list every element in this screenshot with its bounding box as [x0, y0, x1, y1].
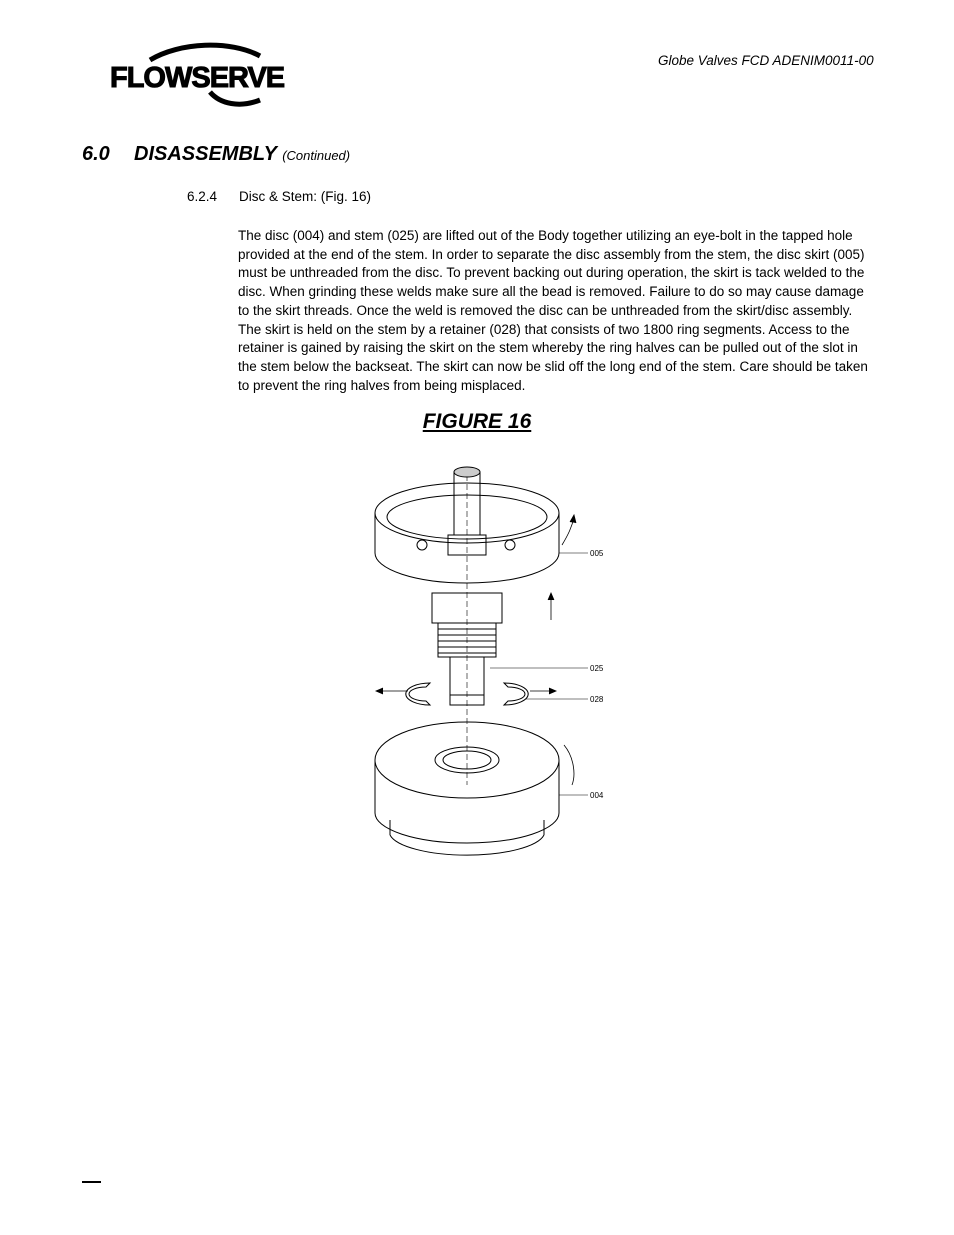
disc-stem-exploded-view [330, 455, 630, 875]
figure-16-diagram [330, 455, 630, 875]
section-heading [82, 143, 350, 166]
section-title: DISASSEMBLY [134, 143, 277, 165]
flowserve-logo [110, 42, 295, 112]
subsection-title: Disc & Stem: (Fig. 16) [239, 189, 372, 204]
footer-rule [82, 1181, 101, 1183]
label-025: 025 [590, 664, 604, 673]
subsection-heading [187, 189, 371, 204]
subsection-number: 6.2.4 [187, 189, 218, 204]
label-004: 004 [590, 791, 604, 800]
figure-title: FIGURE 16 [422, 410, 532, 433]
label-028: 028 [590, 695, 604, 704]
section-note: (Continued) [282, 148, 351, 163]
section-number: 6.0 [82, 143, 110, 165]
document-reference: Globe Valves FCD ADENIM0011-00 [658, 53, 874, 68]
body-paragraph: The disc (004) and stem (025) are lifted out of the Body together utilizing an eye-bolt in the tapped hole provided at the end of the stem. In order to separate the disc assembly from the stem, the disc skirt (005) must be unthreaded from the disc. To prevent backing out during operation, the skirt is tack welded to the disc. When grinding these welds make sure all the bead is removed. Failure to do so may cause damage to the skirt threads. Once the weld is removed the disc can be unthreaded from the skirt/disc assembly. The skirt is held on the stem by a retainer (028) that consists of two 1800 ring segments. Access to the retainer is gained by raising the skirt on the stem whereby the ring halves can be pulled out of the slot in the stem below the backseat. The skirt can now be slid off the long end of the stem. Care should be taken to prevent the ring halves from being misplaced. [238, 228, 868, 393]
leader-lines [490, 553, 588, 795]
label-005: 005 [590, 549, 604, 558]
logo-text: FLOWSERVE [110, 62, 285, 94]
